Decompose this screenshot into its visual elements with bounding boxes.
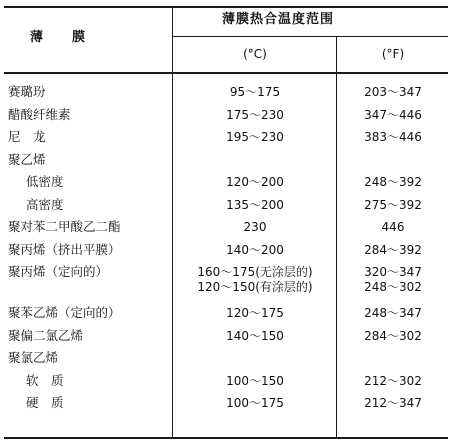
fahrenheit-value: 320～347	[364, 265, 422, 279]
celsius-unit: (°C)	[243, 47, 267, 61]
table-row-name: 聚氯乙烯	[8, 350, 59, 365]
celsius-value: 135～200	[226, 197, 284, 212]
fahrenheit-value: 275～392	[364, 197, 422, 212]
header-mid-rule	[172, 36, 448, 37]
table-row-name: 软 质	[26, 372, 64, 388]
celsius-value: 100～150	[226, 373, 284, 388]
fahrenheit-unit: (°F)	[381, 47, 405, 61]
table-row-name: 聚丙烯（定向的）	[8, 264, 109, 279]
fahrenheit-value: 347～446	[364, 107, 422, 122]
celsius-value: 95～175	[229, 85, 281, 99]
table-row-name: 尼 龙	[8, 129, 46, 144]
fahrenheit-value: 212～302	[364, 373, 422, 388]
table-row-name: 聚丙烯（挤出平膜）	[8, 241, 121, 257]
fahrenheit-value: 383～446	[364, 130, 422, 144]
top-rule	[4, 6, 448, 8]
celsius-value: 230	[243, 220, 267, 234]
fahrenheit-value: 284～392	[364, 242, 422, 257]
table-row-name: 聚偏二氯乙烯	[8, 327, 84, 343]
celsius-value: 100～175	[226, 396, 284, 410]
celsius-value: 120～150(有涂层的)	[197, 280, 313, 294]
celsius-value: 195～230	[226, 130, 284, 144]
table-row-name: 赛璐玢	[8, 84, 46, 99]
film-header: 薄 膜	[30, 30, 87, 45]
fahrenheit-value: 203～347	[364, 85, 422, 99]
celsius-value: 140～200	[226, 242, 284, 257]
fahrenheit-value: 248～392	[364, 175, 422, 189]
celsius-value: 120～175	[226, 306, 284, 320]
fahrenheit-value: 446	[381, 220, 405, 234]
table-row-name: 聚对苯二甲酸乙二酯	[8, 219, 121, 234]
range-header: 薄膜热合温度范围	[222, 12, 335, 27]
table-row-name: 高密度	[26, 196, 64, 212]
celsius-value: 120～200	[226, 175, 284, 189]
column-divider-1	[172, 6, 173, 439]
bottom-rule	[4, 437, 448, 439]
celsius-value: 175～230	[226, 107, 284, 122]
fahrenheit-value: 212～347	[364, 396, 422, 410]
celsius-value: 160～175(无涂层的)	[197, 265, 313, 279]
table-row-name: 聚乙烯	[8, 151, 46, 167]
table-row-name: 醋酸纤维素	[8, 106, 71, 122]
celsius-value: 140～150	[226, 328, 284, 343]
fahrenheit-value: 284～302	[364, 328, 422, 343]
fahrenheit-value: 248～347	[364, 306, 422, 320]
table-row-name: 低密度	[26, 174, 64, 189]
fahrenheit-value: 248～302	[364, 280, 422, 294]
header-bottom-rule	[4, 72, 448, 74]
table-row-name: 聚苯乙烯（定向的）	[8, 305, 121, 320]
table-row-name: 硬 质	[26, 395, 64, 410]
